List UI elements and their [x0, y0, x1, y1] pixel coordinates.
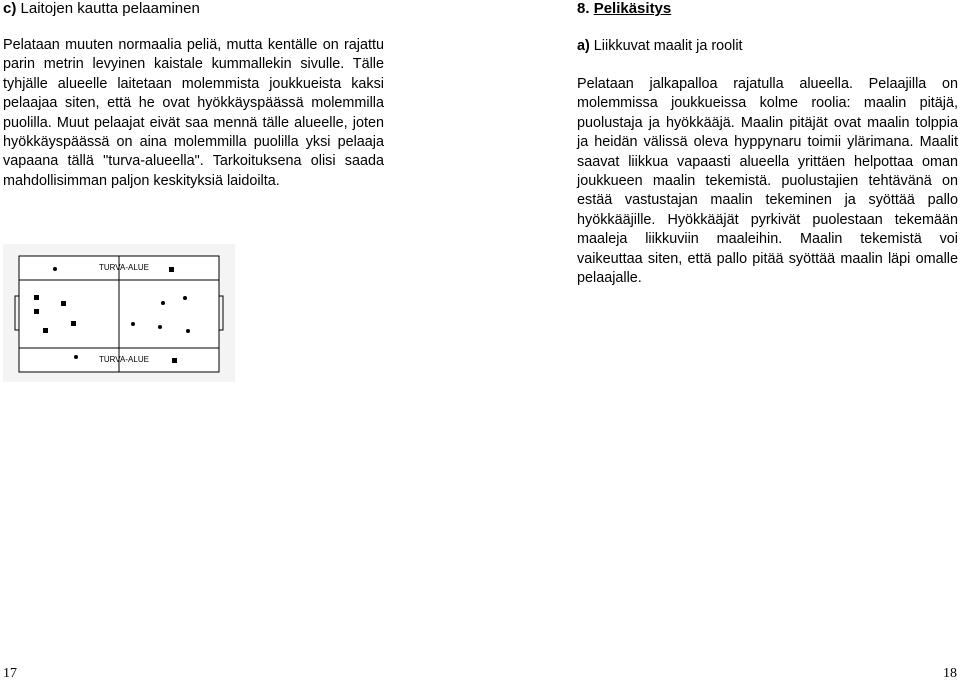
subsection-heading — [577, 37, 743, 55]
body-paragraph: Pelataan jalkapalloa rajatulla alueella. Pelaajilla on molemmissa joukkueissa kolme roolia: maalin pitäjä, puolustaja ja hyökkääjä. Maalin pitäjät ovat maalin tolppia ja heidän välissä oleva hyppynaru toimii ylärimana. Maalit saavat liikkua vapaasti alueella yrittäen helpottaa oman joukkueen maalin tekemistä. puolustajien tehtävänä on estää vastustajan maalin tekeminen ja syöttää pallo hyökkääjille. Hyökkääjät pyrkivät puolestaan tekemään maaleja liikkuviin maaleihin. Maalin tekemistä voi vaikeuttaa siten, että pallo pitää syöttää maalin läpi omalle pelaajalle. — [577, 76, 958, 287]
player-circle — [53, 267, 57, 271]
player-circle — [183, 296, 187, 300]
section-number: 8. — [577, 0, 590, 17]
player-square — [43, 328, 48, 333]
player-square — [172, 358, 177, 363]
player-circle — [158, 325, 162, 329]
page-number-left: 17 — [3, 666, 17, 681]
zone-label-top: TURVA-ALUE — [99, 263, 149, 272]
section-title — [577, 0, 671, 18]
player-square — [34, 295, 39, 300]
heading-letter: c) — [3, 0, 17, 17]
field-diagram — [3, 244, 235, 382]
player-circle — [161, 301, 165, 305]
page-number-right: 18 — [943, 666, 957, 681]
section-title-text: Pelikäsitys — [593, 0, 672, 17]
player-square — [34, 309, 39, 314]
player-circle — [74, 355, 78, 359]
player-circle — [131, 322, 135, 326]
player-square — [71, 321, 76, 326]
heading-text: Laitojen kautta pelaaminen — [20, 0, 200, 17]
player-circle — [186, 329, 190, 333]
player-square — [61, 301, 66, 306]
body-paragraph: Pelataan muuten normaalia peliä, mutta kentälle on rajattu parin metrin levyinen kaistale kummallekin sivulle. Tälle tyhjälle alueelle laitetaan molemmista joukkueista kaksi pelaajaa siten, että he ovat hyökkäyspäässä molemmilla puolilla. Muut pelaajat eivät saa mennä tälle alueelle, joten hyökkäyspäässä on aina molemmilla puolilla yksi pelaaja vapaana tällä "turva-alueella". Tarkoituksena olisi saada mahdollisimman paljon keskityksiä laidoilta. — [3, 37, 384, 189]
zone-label-bottom: TURVA-ALUE — [99, 355, 149, 364]
section-heading — [3, 0, 200, 18]
subsection-letter: a) — [577, 38, 590, 54]
player-square — [169, 267, 174, 272]
subsection-text: Liikkuvat maalit ja roolit — [593, 38, 743, 54]
